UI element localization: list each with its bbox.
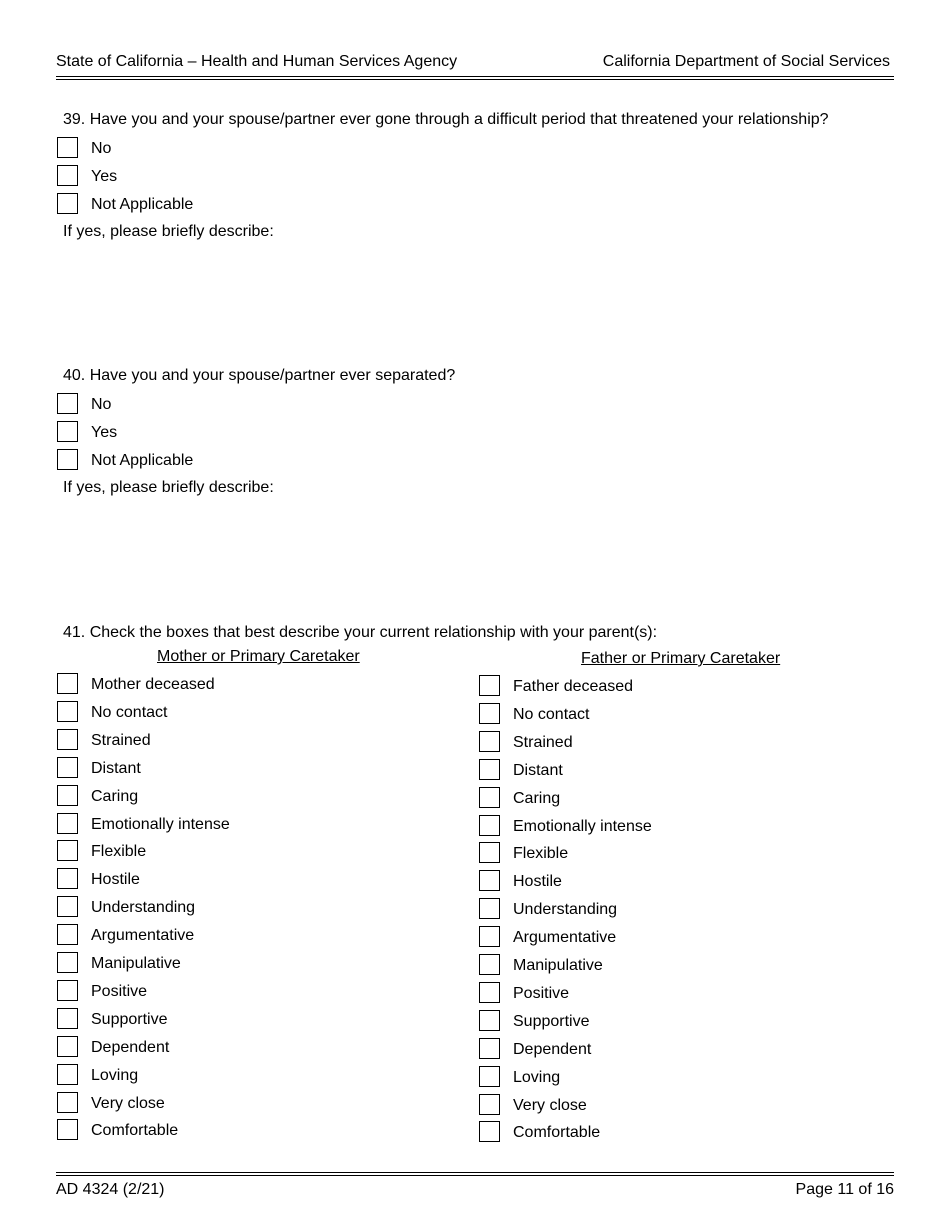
- q40-label-not-applicable: Not Applicable: [91, 452, 194, 469]
- mother-label-dependent: Dependent: [91, 1038, 170, 1056]
- father-label-understanding: Understanding: [513, 901, 618, 919]
- father-label-comfortable: Comfortable: [513, 1124, 601, 1142]
- mother-checkbox-manipulative[interactable]: [57, 952, 78, 973]
- header-divider: [56, 76, 894, 80]
- q40-checkbox-not-applicable[interactable]: [57, 449, 78, 470]
- q40-describe-prompt: If yes, please briefly describe:: [63, 479, 274, 496]
- father-label-dependent: Dependent: [513, 1040, 592, 1058]
- mother-checkbox-understanding[interactable]: [57, 896, 78, 917]
- father-label-very-close: Very close: [513, 1096, 587, 1114]
- father-checkbox-very-close[interactable]: [479, 1094, 500, 1115]
- father-checkbox-strained[interactable]: [479, 731, 500, 752]
- mother-checkbox-flexible[interactable]: [57, 840, 78, 861]
- q40-checkbox-no[interactable]: [57, 393, 78, 414]
- question-39: 39. Have you and your spouse/partner ever gone through a difficult period that threatened your relationship?: [63, 111, 829, 128]
- footer-form-id: AD 4324 (2/21): [56, 1181, 165, 1198]
- father-label-flexible: Flexible: [513, 845, 569, 863]
- father-checkbox-comfortable[interactable]: [479, 1121, 500, 1142]
- footer-page-number: Page 11 of 16: [795, 1181, 894, 1198]
- q39-checkbox-not-applicable[interactable]: [57, 193, 78, 214]
- father-checkbox-positive[interactable]: [479, 982, 500, 1003]
- mother-label-loving: Loving: [91, 1066, 139, 1084]
- father-checkbox-dependent[interactable]: [479, 1038, 500, 1059]
- father-label-loving: Loving: [513, 1068, 561, 1086]
- q40-label-yes: Yes: [91, 424, 118, 441]
- father-checkbox-flexible[interactable]: [479, 842, 500, 863]
- mother-checkbox-hostile[interactable]: [57, 868, 78, 889]
- mother-label-very-close: Very close: [91, 1094, 165, 1112]
- mother-checkbox-no-contact[interactable]: [57, 701, 78, 722]
- mother-label-supportive: Supportive: [91, 1010, 168, 1028]
- header-department: California Department of Social Services: [602, 53, 890, 70]
- father-checkbox-manipulative[interactable]: [479, 954, 500, 975]
- mother-label-emotionally-intense: Emotionally intense: [91, 815, 230, 833]
- father-label-strained: Strained: [513, 733, 573, 751]
- father-checkbox-emotionally-intense[interactable]: [479, 815, 500, 836]
- father-checkbox-understanding[interactable]: [479, 898, 500, 919]
- mother-checkbox-argumentative[interactable]: [57, 924, 78, 945]
- footer-divider: [56, 1172, 894, 1176]
- q39-describe-prompt: If yes, please briefly describe:: [63, 223, 274, 240]
- mother-label-comfortable: Comfortable: [91, 1122, 179, 1140]
- mother-label-flexible: Flexible: [91, 843, 147, 861]
- father-checkbox-caring[interactable]: [479, 787, 500, 808]
- mother-checkbox-loving[interactable]: [57, 1064, 78, 1085]
- mother-label-argumentative: Argumentative: [91, 927, 195, 945]
- mother-label-positive: Positive: [91, 982, 148, 1000]
- father-label-argumentative: Argumentative: [513, 929, 617, 947]
- q39-checkbox-no[interactable]: [57, 137, 78, 158]
- mother-checkbox-dependent[interactable]: [57, 1036, 78, 1057]
- father-checkbox-supportive[interactable]: [479, 1010, 500, 1031]
- father-label-hostile: Hostile: [513, 873, 562, 891]
- mother-checkbox-comfortable[interactable]: [57, 1119, 78, 1140]
- q39-label-yes: Yes: [91, 168, 118, 185]
- mother-label-manipulative: Manipulative: [91, 955, 181, 972]
- mother-label-distant: Distant: [91, 759, 141, 777]
- q39-checkbox-yes[interactable]: [57, 165, 78, 186]
- mother-label-hostile: Hostile: [91, 871, 140, 889]
- q40-checkbox-yes[interactable]: [57, 421, 78, 442]
- father-label-distant: Distant: [513, 761, 563, 779]
- mother-checkbox-supportive[interactable]: [57, 1008, 78, 1029]
- father-label-caring: Caring: [513, 789, 561, 807]
- father-label-positive: Positive: [513, 984, 570, 1002]
- mother-label-caring: Caring: [91, 787, 139, 805]
- father-checkbox-hostile[interactable]: [479, 870, 500, 891]
- mother-checkbox-caring[interactable]: [57, 785, 78, 806]
- father-label-supportive: Supportive: [513, 1012, 590, 1030]
- question-40: 40. Have you and your spouse/partner ever separated?: [63, 367, 456, 384]
- father-checkbox-father-deceased[interactable]: [479, 675, 500, 696]
- father-label-emotionally-intense: Emotionally intense: [513, 817, 652, 835]
- mother-checkbox-positive[interactable]: [57, 980, 78, 1001]
- father-checkbox-loving[interactable]: [479, 1066, 500, 1087]
- q39-label-no: No: [91, 140, 112, 157]
- mother-label-no-contact: No contact: [91, 703, 168, 721]
- mother-label-understanding: Understanding: [91, 899, 196, 917]
- mother-checkbox-emotionally-intense[interactable]: [57, 813, 78, 834]
- father-column-heading: Father or Primary Caretaker: [581, 650, 781, 667]
- father-label-father-deceased: Father deceased: [513, 678, 634, 695]
- father-checkbox-distant[interactable]: [479, 759, 500, 780]
- mother-column-heading: Mother or Primary Caretaker: [157, 648, 360, 665]
- father-checkbox-no-contact[interactable]: [479, 703, 500, 724]
- header-agency: State of California – Health and Human Services Agency: [56, 53, 458, 70]
- mother-checkbox-distant[interactable]: [57, 757, 78, 778]
- mother-label-mother-deceased: Mother deceased: [91, 676, 215, 693]
- father-label-no-contact: No contact: [513, 705, 590, 723]
- mother-label-strained: Strained: [91, 731, 151, 749]
- mother-checkbox-strained[interactable]: [57, 729, 78, 750]
- question-41: 41. Check the boxes that best describe your current relationship with your parent(s):: [63, 624, 658, 641]
- mother-checkbox-mother-deceased[interactable]: [57, 673, 78, 694]
- father-checkbox-argumentative[interactable]: [479, 926, 500, 947]
- q39-label-not-applicable: Not Applicable: [91, 196, 194, 213]
- q40-label-no: No: [91, 396, 112, 413]
- mother-checkbox-very-close[interactable]: [57, 1092, 78, 1113]
- father-label-manipulative: Manipulative: [513, 957, 603, 974]
